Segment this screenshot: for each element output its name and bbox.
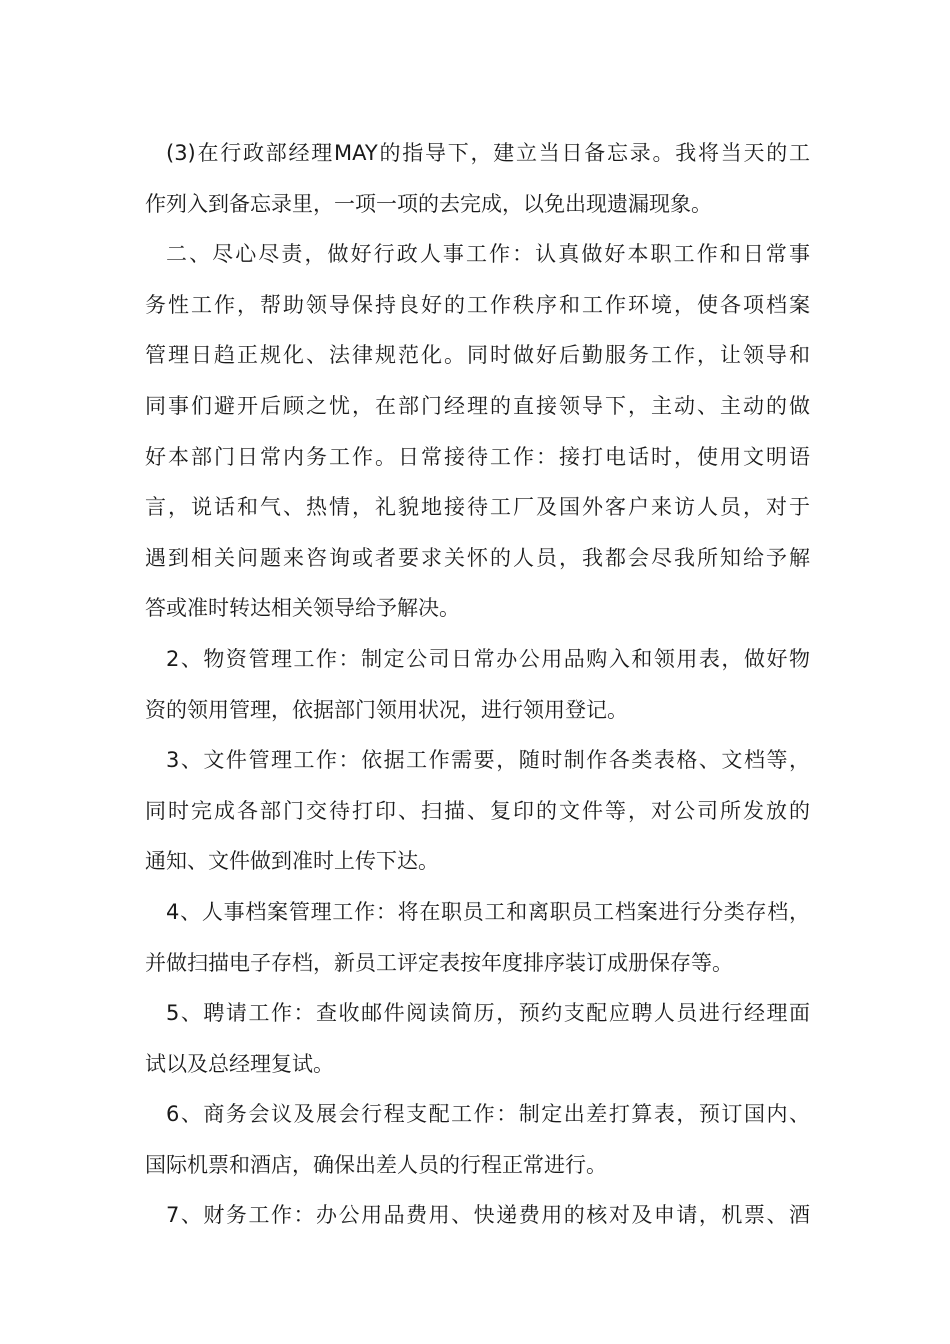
paragraph-line: 答或准时转达相关领导给予解决。: [145, 596, 460, 621]
paragraph-line: 试以及总经理复试。: [145, 1051, 334, 1076]
paragraph-line: 二、尽心尽责，做好行政人事工作：认真做好本职工作和日常事: [166, 242, 810, 267]
paragraph-line: 3、文件管理工作：依据工作需要，随时制作各类表格、文档等，: [166, 748, 810, 773]
paragraph-line: 7、财务工作：办公用品费用、快递费用的核对及申请，机票、酒: [166, 1203, 810, 1228]
paragraph-line: 好本部门日常内务工作。日常接待工作：接打电话时，使用文明语: [145, 444, 810, 469]
paragraph-line: 4、人事档案管理工作：将在职员工和离职员工档案进行分类存档，: [166, 899, 810, 924]
paragraph-line: 6、商务会议及展会行程支配工作：制定出差打算表，预订国内、: [166, 1102, 810, 1127]
paragraph-line: 同事们避开后顾之忧，在部门经理的直接领导下，主动、主动的做: [145, 393, 810, 418]
document-body: [145, 128, 810, 1241]
paragraph-line: 作列入到备忘录里，一项一项的去完成，以免出现遗漏现象。: [145, 191, 712, 216]
paragraph-line: 言，说话和气、热情，礼貌地接待工厂及国外客户来访人员，对于: [145, 495, 810, 520]
paragraph-line: 国际机票和酒店，确保出差人员的行程正常进行。: [145, 1152, 607, 1177]
paragraph-line: 2、物资管理工作：制定公司日常办公用品购入和领用表，做好物: [166, 646, 810, 671]
paragraph-line: 5、聘请工作：查收邮件阅读简历，预约支配应聘人员进行经理面: [166, 1001, 810, 1026]
paragraph-line: (3)在行政部经理MAY的指导下，建立当日备忘录。我将当天的工: [166, 141, 810, 165]
paragraph-line: 并做扫描电子存档，新员工评定表按年度排序装订成册保存等。: [145, 950, 733, 975]
paragraph-line: 务性工作，帮助领导保持良好的工作秩序和工作环境，使各项档案: [145, 292, 810, 317]
paragraph-line: 同时完成各部门交待打印、扫描、复印的文件等，对公司所发放的: [145, 798, 810, 823]
paragraph-line: 管理日趋正规化、法律规范化。同时做好后勤服务工作，让领导和: [145, 343, 810, 368]
paragraph-line: 资的领用管理，依据部门领用状况，进行领用登记。: [145, 697, 628, 722]
paragraph-line: 通知、文件做到准时上传下达。: [145, 849, 439, 874]
paragraph-line: 遇到相关问题来咨询或者要求关怀的人员，我都会尽我所知给予解: [145, 545, 810, 570]
